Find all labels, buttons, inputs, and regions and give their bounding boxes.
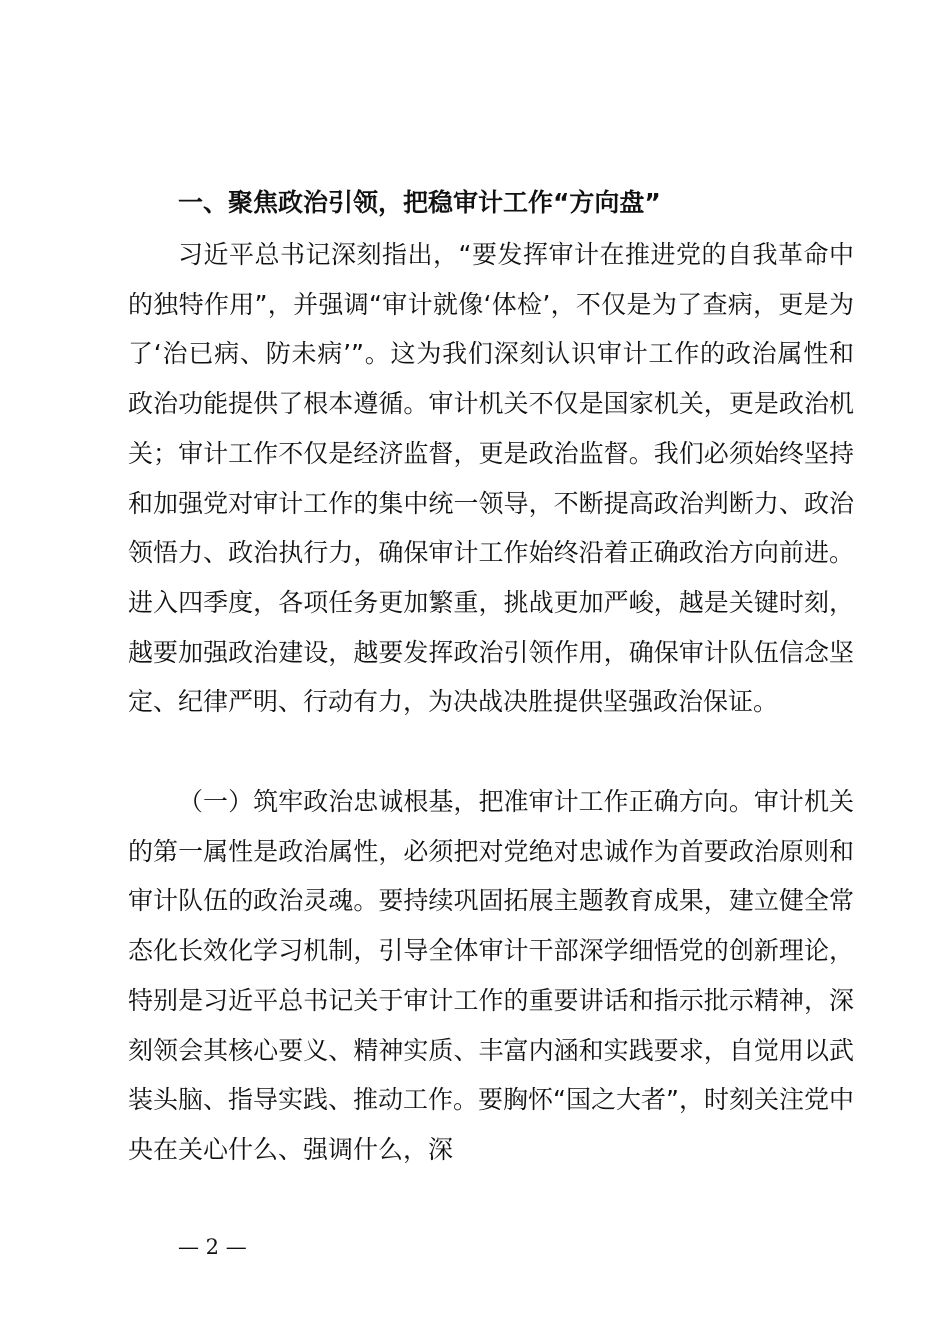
- body-paragraph: （一）筑牢政治忠诚根基，把准审计工作正确方向。审计机关的第一属性是政治属性，必须把对党绝对忠诚作为首要政治原则和审计队伍的政治灵魂。要持续巩固拓展主题教育成果，建立健全常态化长效化学习机制，引导全体审计干部深学细悟党的创新理论，特别是习近平总书记关于审计工作的重要讲话和指示批示精神，深刻领会其核心要义、精神实质、丰富内涵和实践要求，自觉用以武装头脑、指导实践、推动工作。要胸怀“国之大者”，时刻关注党中央在关心什么、强调什么，深: [128, 787, 854, 1164]
- section-heading: 一、聚焦政治引领，把稳审计工作“方向盘”: [178, 188, 661, 217]
- body-paragraph: 习近平总书记深刻指出，“要发挥审计在推进党的自我革命中的独特作用”，并强调“审计就像‘体检’，不仅是为了查病，更是为了‘治已病、防未病’”。这为我们深刻认识审计工作的政治属性和政治功能提供了根本遵循。审计机关不仅是国家机关，更是政治机关；审计工作不仅是经济监督，更是政治监督。我们必须始终坚持和加强党对审计工作的集中统一领导，不断提高政治判断力、政治领悟力、政治执行力，确保审计工作始终沿着正确政治方向前进。进入四季度，各项任务更加繁重，挑战更加严峻，越是关键时刻，越要加强政治建设，越要发挥政治引领作用，确保审计队伍信念坚定、纪律严明、行动有力，为决战决胜提供坚强政治保证。: [128, 240, 854, 717]
- page-number: — 2 —: [178, 1235, 247, 1259]
